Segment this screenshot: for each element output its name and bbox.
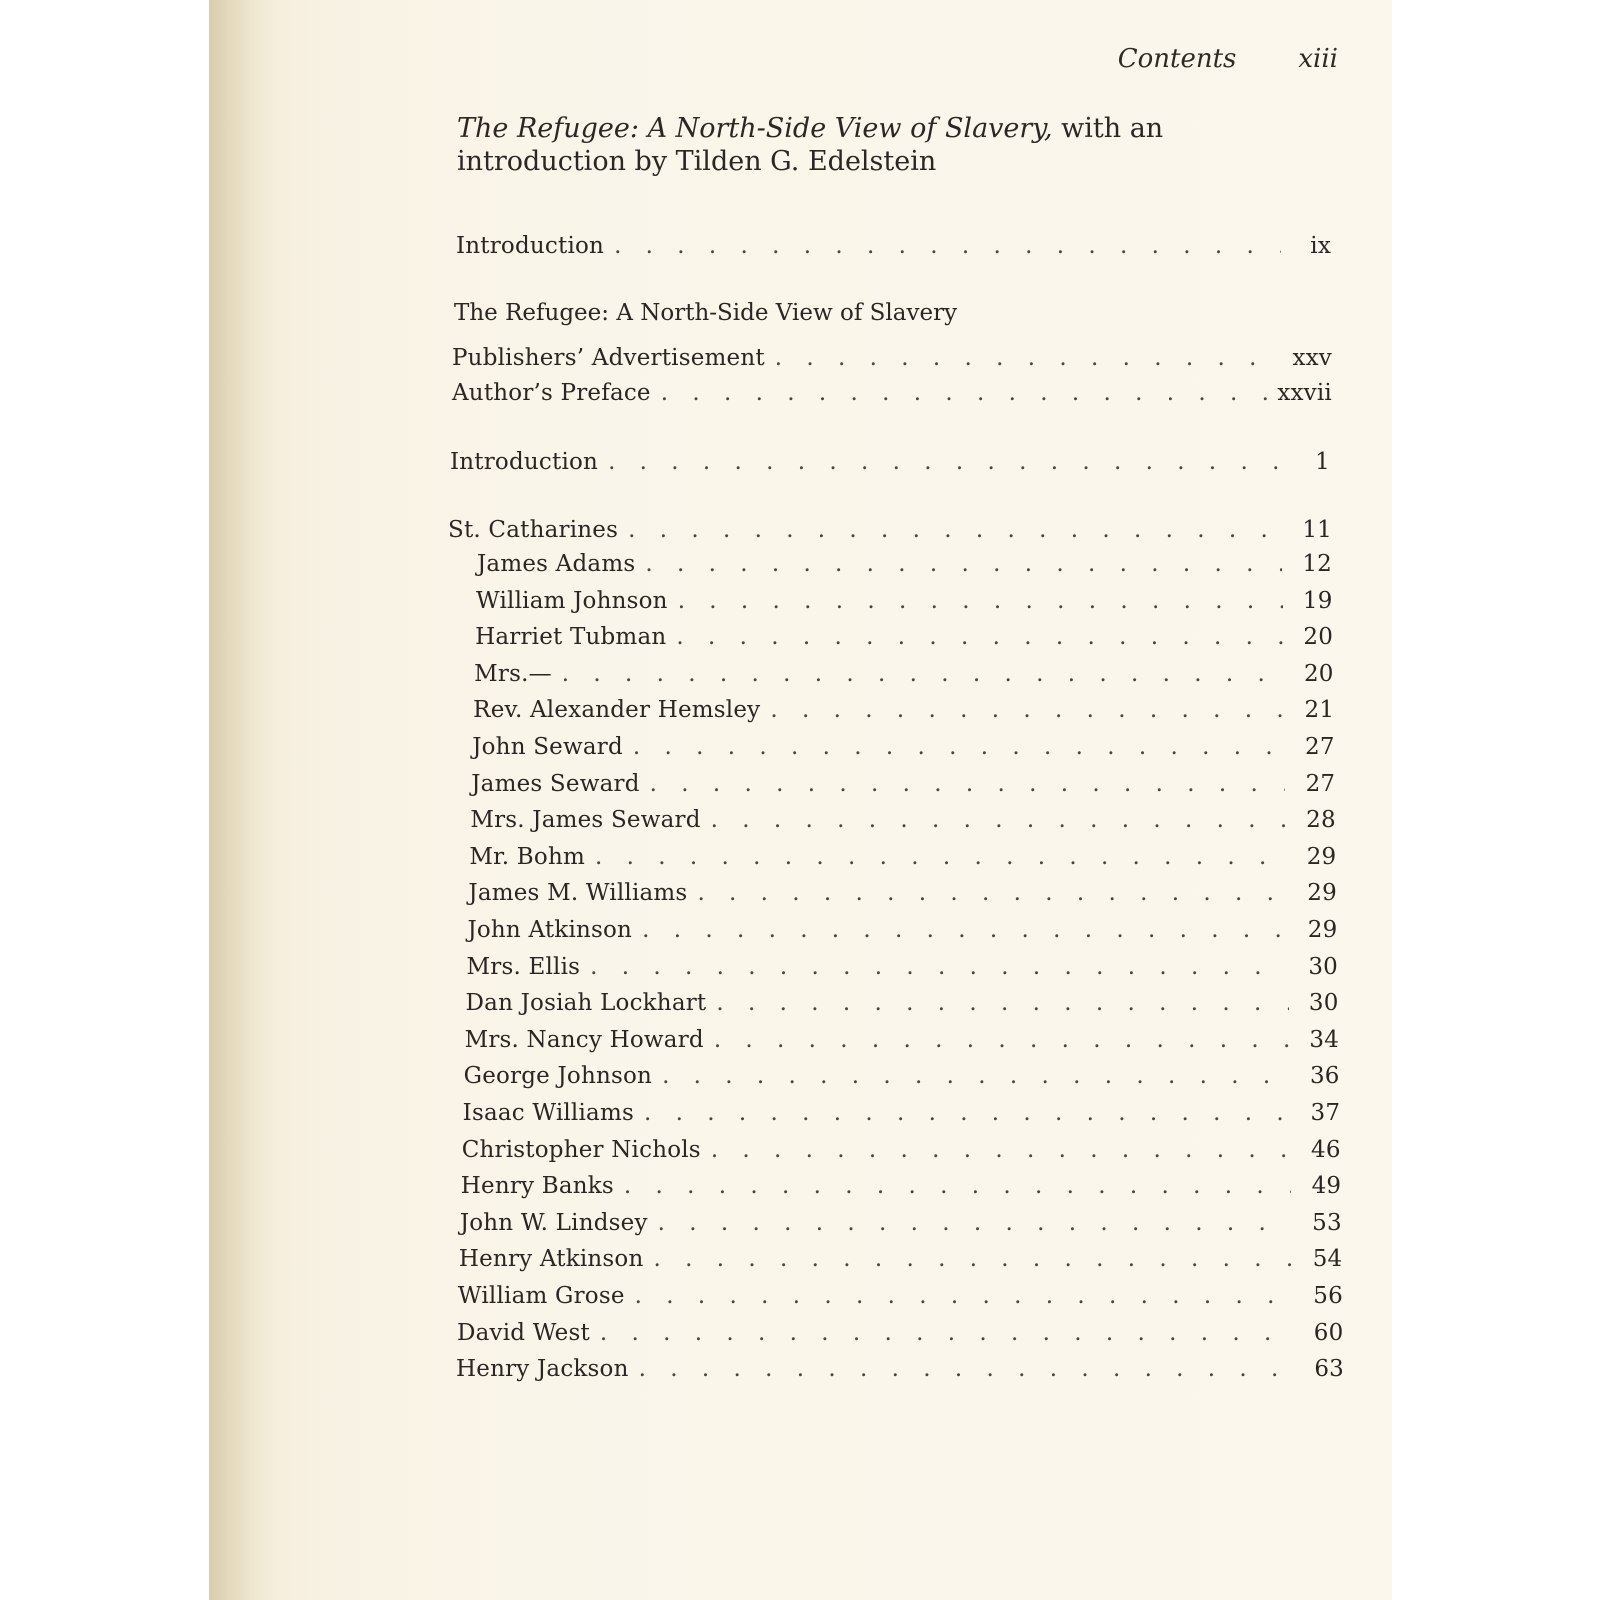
toc-entry-front-introduction bbox=[456, 233, 1331, 259]
toc-leader-dots bbox=[635, 1283, 1293, 1309]
toc-leader-dots bbox=[716, 990, 1288, 1016]
toc-entry bbox=[473, 697, 1334, 723]
toc-entry-page: 29 bbox=[1306, 843, 1337, 870]
toc-entry-page: 36 bbox=[1309, 1063, 1340, 1090]
toc-leader-dots bbox=[644, 1100, 1290, 1126]
toc-entry-label: Dan Josiah Lockhart bbox=[465, 990, 707, 1017]
toc-entry-label: Isaac Williams bbox=[462, 1100, 634, 1126]
toc-entry bbox=[462, 1137, 1341, 1163]
toc-entry bbox=[472, 734, 1335, 760]
toc-entry-page: 29 bbox=[1307, 880, 1337, 907]
toc-entry-label: James M. Williams bbox=[468, 880, 688, 907]
toc-entry bbox=[465, 1027, 1340, 1053]
section-heading: The Refugee: A North-Side View of Slavery bbox=[454, 300, 958, 326]
toc-entry bbox=[475, 624, 1333, 650]
toc-entry-page: 20 bbox=[1303, 624, 1334, 651]
toc-entry-label: Mrs. Nancy Howard bbox=[464, 1026, 704, 1053]
toc-entry bbox=[456, 1356, 1344, 1382]
toc-leader-dots bbox=[661, 380, 1268, 406]
toc-entry-page: 30 bbox=[1308, 990, 1339, 1017]
toc-entry-page: xxvii bbox=[1277, 380, 1332, 406]
toc-entry bbox=[467, 954, 1339, 980]
toc-entry-label: John W. Lindsey bbox=[459, 1209, 648, 1236]
toc-entry-label: Mrs. Ellis bbox=[466, 953, 581, 980]
toc-entry bbox=[477, 551, 1332, 577]
toc-entry-label: Harriet Tubman bbox=[475, 624, 667, 651]
toc-leader-dots bbox=[645, 551, 1282, 577]
toc-entry-page: 63 bbox=[1314, 1356, 1344, 1383]
toc-entry-page: 29 bbox=[1307, 917, 1338, 943]
toc-entry bbox=[466, 990, 1339, 1016]
toc-entry bbox=[476, 588, 1333, 614]
toc-leader-dots bbox=[775, 345, 1282, 371]
toc-entry-page: ix bbox=[1310, 233, 1331, 259]
toc-entry-publishers-advertisement bbox=[452, 345, 1332, 371]
book-title-italic: The Refugee: A North-Side View of Slavery, bbox=[457, 113, 1053, 144]
toc-leader-dots bbox=[639, 1356, 1294, 1382]
toc-leader-dots bbox=[608, 449, 1280, 475]
toc-entry bbox=[460, 1210, 1342, 1236]
toc-entry-page: 46 bbox=[1311, 1136, 1341, 1163]
toc-entry bbox=[471, 771, 1335, 797]
toc-entry-label: Christopher Nichols bbox=[461, 1136, 701, 1163]
toc-entry-label: John Atkinson bbox=[467, 917, 633, 943]
toc-entry-page: 34 bbox=[1309, 1026, 1340, 1053]
toc-entry-page: 30 bbox=[1308, 953, 1338, 980]
toc-entry-page: 28 bbox=[1306, 807, 1336, 834]
toc-entry-label: David West bbox=[456, 1319, 590, 1346]
toc-entry bbox=[464, 1063, 1340, 1089]
toc-entry bbox=[470, 807, 1336, 833]
toc-entry-page: 20 bbox=[1303, 660, 1334, 687]
toc-leader-dots bbox=[624, 1173, 1291, 1199]
toc-leader-dots bbox=[676, 624, 1283, 650]
toc-leader-dots bbox=[697, 880, 1286, 906]
table-of-contents bbox=[209, 0, 1392, 1600]
toc-entry bbox=[468, 880, 1337, 906]
toc-entry-label: Publishers’ Advertisement bbox=[452, 345, 765, 371]
toc-entry-label: George Johnson bbox=[463, 1063, 653, 1090]
toc-entry bbox=[469, 844, 1336, 870]
toc-entry-page: 1 bbox=[1315, 449, 1330, 475]
toc-entry-label: Henry Banks bbox=[460, 1173, 614, 1200]
toc-entry-page: 60 bbox=[1313, 1319, 1344, 1346]
running-head-title: Contents bbox=[1117, 44, 1237, 74]
toc-entry-label: William Grose bbox=[457, 1283, 625, 1309]
toc-leader-dots bbox=[658, 1210, 1292, 1236]
toc-entry-label: James Seward bbox=[471, 770, 640, 797]
toc-entry-label: James Adams bbox=[477, 551, 636, 577]
toc-entry bbox=[457, 1320, 1344, 1346]
toc-entry-label: William Johnson bbox=[476, 587, 668, 614]
toc-entry-page: 56 bbox=[1313, 1283, 1343, 1309]
book-page bbox=[209, 0, 1392, 1600]
toc-entry bbox=[461, 1173, 1342, 1199]
toc-entry-page: xxv bbox=[1292, 345, 1332, 371]
toc-entry-label: Mrs. James Seward bbox=[470, 807, 701, 834]
toc-entry-page: 54 bbox=[1312, 1246, 1343, 1273]
running-head-page: xiii bbox=[1298, 44, 1338, 74]
toc-entry-page: 21 bbox=[1304, 697, 1335, 724]
toc-entry-introduction bbox=[450, 449, 1330, 475]
toc-entry-page: 53 bbox=[1312, 1209, 1342, 1236]
toc-leader-dots bbox=[600, 1320, 1294, 1346]
toc-leader-dots bbox=[650, 771, 1286, 797]
toc-entry-page: 19 bbox=[1302, 587, 1333, 614]
toc-leader-dots bbox=[714, 1027, 1289, 1053]
toc-entry-authors-preface bbox=[452, 380, 1332, 406]
toc-entry-label: John Seward bbox=[472, 734, 623, 760]
toc-leader-dots bbox=[711, 1137, 1291, 1163]
toc-leader-dots bbox=[653, 1246, 1292, 1272]
toc-entry bbox=[467, 917, 1337, 943]
toc-entry-label: Mr. Bohm bbox=[469, 843, 585, 870]
toc-entry bbox=[474, 661, 1334, 687]
toc-leader-dots bbox=[770, 697, 1284, 723]
toc-leader-dots bbox=[590, 954, 1288, 980]
toc-entry bbox=[458, 1283, 1343, 1309]
toc-leader-dots bbox=[562, 661, 1284, 687]
toc-entry-page: 27 bbox=[1305, 770, 1336, 797]
book-title-rest: with an introduction by Tilden G. Edelstein bbox=[457, 113, 1164, 177]
toc-leader-dots bbox=[628, 517, 1282, 543]
toc-entry-label: Henry Atkinson bbox=[458, 1246, 644, 1273]
toc-entry-page: 37 bbox=[1310, 1100, 1341, 1126]
toc-entry bbox=[463, 1100, 1341, 1126]
toc-entry bbox=[459, 1246, 1343, 1272]
toc-entry-label: Author’s Preface bbox=[452, 380, 651, 406]
toc-entry-page: 11 bbox=[1302, 517, 1332, 543]
toc-entry-page: 12 bbox=[1302, 551, 1332, 577]
toc-entry-label: Henry Jackson bbox=[456, 1356, 629, 1383]
toc-entry-st-catharines bbox=[448, 517, 1332, 543]
toc-leader-dots bbox=[614, 233, 1281, 259]
toc-leader-dots bbox=[642, 917, 1287, 943]
toc-leader-dots bbox=[711, 807, 1286, 833]
toc-entry-page: 49 bbox=[1311, 1173, 1342, 1200]
toc-entry-label: Introduction bbox=[456, 233, 605, 259]
toc-entry-page: 27 bbox=[1305, 734, 1335, 760]
toc-entry-label: Mrs.— bbox=[474, 660, 552, 687]
toc-leader-dots bbox=[678, 588, 1283, 614]
toc-entry-label: Rev. Alexander Hemsley bbox=[473, 697, 761, 724]
toc-leader-dots bbox=[662, 1063, 1290, 1089]
toc-entry-label: Introduction bbox=[450, 449, 599, 475]
toc-leader-dots bbox=[633, 734, 1285, 760]
toc-leader-dots bbox=[595, 844, 1286, 870]
toc-entry-label: St. Catharines bbox=[448, 517, 619, 543]
